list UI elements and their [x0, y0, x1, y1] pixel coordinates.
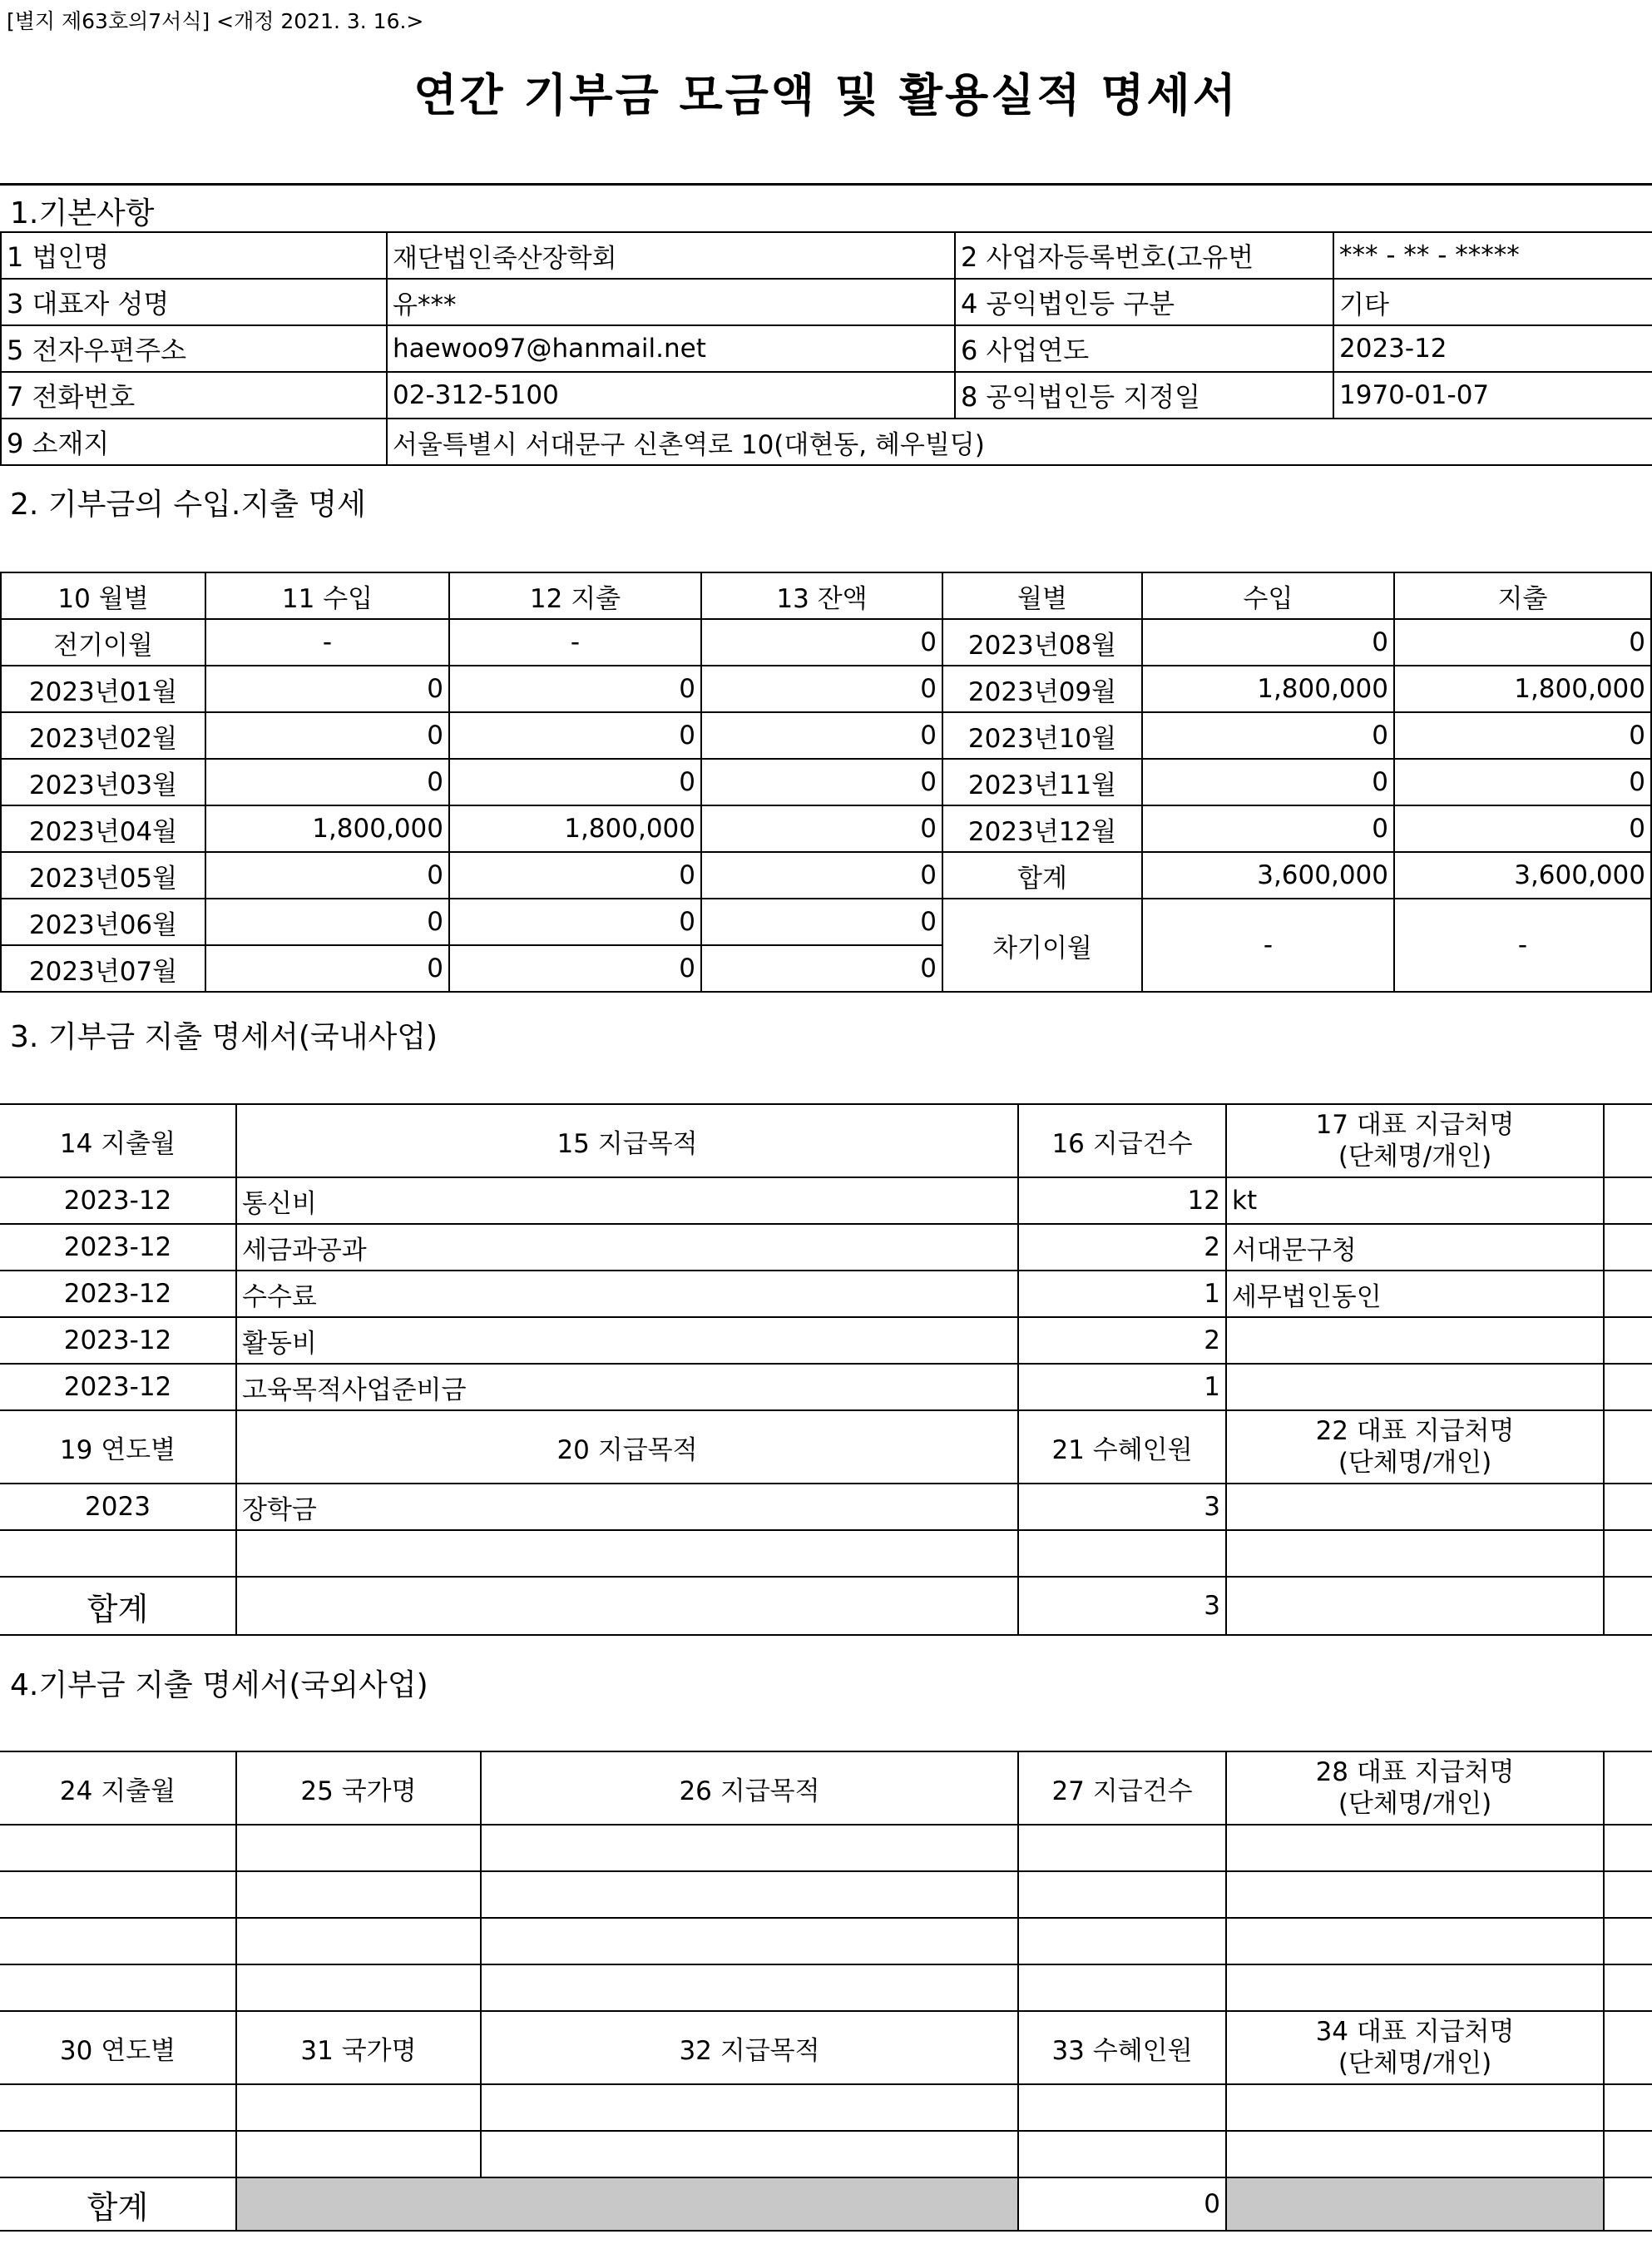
expense-total: 3,600,000	[1394, 852, 1651, 899]
expense-cell: 0	[449, 759, 701, 805]
expense-cell: 1,800,000	[449, 805, 701, 852]
income-cell: 0	[205, 712, 449, 759]
email-value: haewoo97@hanmail.net	[387, 325, 955, 372]
table-header-row	[1, 572, 1651, 619]
income-cell: 1,800,000	[1142, 666, 1394, 712]
purpose: 장학금	[236, 1484, 1018, 1530]
col-header-line2: (단체명/개인)	[1338, 1789, 1492, 1819]
col-header: 32 지급목적	[481, 2011, 1018, 2084]
col-header	[1226, 1104, 1604, 1177]
expense-cell: 0	[1394, 619, 1651, 666]
income-cell: 0	[1142, 712, 1394, 759]
carry-forward-label: 차기이월	[942, 899, 1142, 992]
table-row	[1, 666, 1651, 712]
spare-cell	[1604, 1577, 1652, 1635]
expense-cell: -	[449, 619, 701, 666]
total-row	[0, 1577, 1652, 1635]
spare-cell	[1604, 1271, 1652, 1317]
col-header: 11 수입	[205, 572, 449, 619]
month-cell: 2023년01월	[1, 666, 205, 712]
table-header-row	[0, 1104, 1652, 1177]
table-row	[0, 2131, 1652, 2177]
expense-cell: 0	[1394, 759, 1651, 805]
spare-cell	[1604, 1530, 1652, 1577]
table-row	[1, 325, 1652, 372]
corp-name-label: 1 법인명	[1, 232, 387, 279]
section1-title: 1.기본사항	[10, 196, 155, 230]
col-header: 지출	[1394, 572, 1651, 619]
table-row	[0, 1825, 1652, 1871]
col-header: 21 수혜인원	[1018, 1410, 1226, 1484]
page-title: 연간 기부금 모금액 및 활용실적 명세서	[413, 69, 1239, 121]
spare-cell	[1604, 1224, 1652, 1271]
col-header	[1226, 1751, 1604, 1825]
purpose: 세금과공과	[236, 1224, 1018, 1271]
phone-value: 02-312-5100	[387, 372, 955, 419]
year	[0, 1530, 236, 1577]
income-cell: 0	[1142, 619, 1394, 666]
biz-reg-label: 2 사업자등록번호(고유번	[955, 232, 1333, 279]
col-header: 31 국가명	[236, 2011, 481, 2084]
recipient: 세무법인동인	[1226, 1271, 1604, 1317]
table-row	[1, 232, 1652, 279]
spare-cell	[1604, 1364, 1652, 1410]
spare-cell	[1604, 1410, 1652, 1484]
rep-name-label: 3 대표자 성명	[1, 279, 387, 325]
expense-cell: 0	[449, 712, 701, 759]
col-header	[1226, 2011, 1604, 2084]
total-purpose	[236, 1577, 1018, 1635]
expense-cell: 0	[1394, 805, 1651, 852]
purpose: 통신비	[236, 1177, 1018, 1224]
col-header-line2: (단체명/개인)	[1338, 1448, 1492, 1478]
email-label: 5 전자우편주소	[1, 325, 387, 372]
month-cell: 2023년10월	[942, 712, 1142, 759]
col-header: 14 지출월	[0, 1104, 236, 1177]
table-row	[1, 805, 1651, 852]
month-cell: 2023년12월	[942, 805, 1142, 852]
col-header: 월별	[942, 572, 1142, 619]
spare-cell	[1604, 1317, 1652, 1364]
table-row	[0, 1484, 1652, 1530]
col-header: 30 연도별	[0, 2011, 236, 2084]
month-cell: 2023년04월	[1, 805, 205, 852]
balance-cell: 0	[701, 712, 942, 759]
month-cell: 전기이월	[1, 619, 205, 666]
expense-month: 2023-12	[0, 1177, 236, 1224]
designation-date-value: 1970-01-07	[1333, 372, 1652, 419]
col-header-line1: 34 대표 지급처명	[1315, 2017, 1515, 2047]
col-header: 25 국가명	[236, 1751, 481, 1825]
col-header: 16 지급건수	[1018, 1104, 1226, 1177]
spare-cell	[1604, 1104, 1652, 1177]
total-label: 합계	[0, 1577, 236, 1635]
col-header-line1: 17 대표 지급처명	[1315, 1110, 1515, 1140]
recipient	[1226, 1317, 1604, 1364]
expense-cell: 0	[449, 852, 701, 899]
balance-cell: 0	[701, 759, 942, 805]
year: 2023	[0, 1484, 236, 1530]
col-header: 24 지출월	[0, 1751, 236, 1825]
expense-month: 2023-12	[0, 1364, 236, 1410]
col-header: 27 지급건수	[1018, 1751, 1226, 1825]
expense-cell: 0	[449, 899, 701, 945]
month-cell: 2023년08월	[942, 619, 1142, 666]
section-divider	[0, 183, 1652, 186]
col-header: 10 월별	[1, 572, 205, 619]
expense-cell: 1,800,000	[1394, 666, 1651, 712]
basic-info-table	[0, 231, 1652, 466]
col-header-line2: (단체명/개인)	[1338, 1142, 1492, 1172]
beneficiaries	[1018, 1530, 1226, 1577]
table-row	[0, 1871, 1652, 1918]
month-cell: 2023년07월	[1, 945, 205, 992]
table-row	[1, 419, 1652, 465]
purpose: 수수료	[236, 1271, 1018, 1317]
designation-date-label: 8 공익법인등 지정일	[955, 372, 1333, 419]
spare-cell	[1604, 2011, 1652, 2084]
table-row	[0, 2084, 1652, 2131]
overseas-expense-table	[0, 1751, 1652, 2232]
total-shaded-cell	[1226, 2177, 1604, 2231]
income-cell: 0	[205, 945, 449, 992]
expense-month: 2023-12	[0, 1224, 236, 1271]
spare-cell	[1604, 1177, 1652, 1224]
balance-cell: 0	[701, 852, 942, 899]
recipient: kt	[1226, 1177, 1604, 1224]
table-row	[0, 1271, 1652, 1317]
fiscal-year-label: 6 사업연도	[955, 325, 1333, 372]
income-cell: 0	[1142, 805, 1394, 852]
col-header: 26 지급목적	[481, 1751, 1018, 1825]
carry-forward-expense: -	[1394, 899, 1651, 992]
table-header-row	[0, 1751, 1652, 1825]
balance-cell: 0	[701, 666, 942, 712]
month-cell: 2023년05월	[1, 852, 205, 899]
total-count: 0	[1018, 2177, 1226, 2231]
expense-cell: 0	[449, 945, 701, 992]
total-row	[0, 2177, 1652, 2231]
total-label: 합계	[0, 2177, 236, 2231]
table-row	[0, 1530, 1652, 1577]
purpose: 고육목적사업준비금	[236, 1364, 1018, 1410]
col-header	[1226, 1410, 1604, 1484]
section4-title: 4.기부금 지출 명세서(국외사업)	[10, 1668, 428, 1702]
corp-type-label: 4 공익법인등 구분	[955, 279, 1333, 325]
corp-name-value: 재단법인죽산장학회	[387, 232, 955, 279]
month-cell: 2023년06월	[1, 899, 205, 945]
table-row	[0, 1224, 1652, 1271]
count: 12	[1018, 1177, 1226, 1224]
section3-title: 3. 기부금 지출 명세서(국내사업)	[10, 1020, 438, 1054]
col-header-line2: (단체명/개인)	[1338, 2048, 1492, 2078]
count: 2	[1018, 1224, 1226, 1271]
income-cell: -	[205, 619, 449, 666]
col-header: 12 지출	[449, 572, 701, 619]
recipient	[1226, 1530, 1604, 1577]
expense-month: 2023-12	[0, 1271, 236, 1317]
table-row	[1, 619, 1651, 666]
income-cell: 0	[205, 759, 449, 805]
col-header: 33 수혜인원	[1018, 2011, 1226, 2084]
spare-cell	[1604, 2177, 1652, 2231]
biz-reg-value: *** - ** - *****	[1333, 232, 1652, 279]
col-header: 15 지급목적	[236, 1104, 1018, 1177]
beneficiaries: 3	[1018, 1484, 1226, 1530]
total-recipient	[1226, 1577, 1604, 1635]
table-row	[1, 899, 1651, 945]
fiscal-year-value: 2023-12	[1333, 325, 1652, 372]
address-value: 서울특별시 서대문구 신촌역로 10(대현동, 혜우빌딩)	[387, 419, 1652, 465]
carry-forward-income: -	[1142, 899, 1394, 992]
table-row	[0, 1364, 1652, 1410]
recipient	[1226, 1364, 1604, 1410]
expense-month: 2023-12	[0, 1317, 236, 1364]
spare-cell	[1604, 1751, 1652, 1825]
month-cell: 2023년03월	[1, 759, 205, 805]
income-cell: 0	[1142, 759, 1394, 805]
purpose: 활동비	[236, 1317, 1018, 1364]
income-total: 3,600,000	[1142, 852, 1394, 899]
purpose	[236, 1530, 1018, 1577]
total-label: 합계	[942, 852, 1142, 899]
col-header: 20 지급목적	[236, 1410, 1018, 1484]
table-header-row	[0, 1410, 1652, 1484]
table-row	[0, 1918, 1652, 1964]
count: 1	[1018, 1364, 1226, 1410]
table-row	[1, 712, 1651, 759]
form-number: [별지 제63호의7서식] <개정 2021. 3. 16.>	[7, 9, 424, 33]
balance-cell: 0	[701, 805, 942, 852]
table-row	[0, 1177, 1652, 1224]
income-cell: 0	[205, 899, 449, 945]
col-header: 수입	[1142, 572, 1394, 619]
col-header-line1: 22 대표 지급처명	[1315, 1416, 1515, 1446]
col-header-line1: 28 대표 지급처명	[1315, 1757, 1515, 1787]
expense-cell: 0	[449, 666, 701, 712]
income-cell: 0	[205, 852, 449, 899]
count: 1	[1018, 1271, 1226, 1317]
balance-cell: 0	[701, 619, 942, 666]
income-cell: 0	[205, 666, 449, 712]
rep-name-value: 유***	[387, 279, 955, 325]
col-header: 19 연도별	[0, 1410, 236, 1484]
table-row	[0, 1964, 1652, 2011]
table-row	[1, 759, 1651, 805]
recipient	[1226, 1484, 1604, 1530]
phone-label: 7 전화번호	[1, 372, 387, 419]
monthly-table	[0, 572, 1652, 993]
month-cell: 2023년11월	[942, 759, 1142, 805]
balance-cell: 0	[701, 945, 942, 992]
month-cell: 2023년02월	[1, 712, 205, 759]
count: 2	[1018, 1317, 1226, 1364]
total-shaded-cell	[236, 2177, 1018, 2231]
address-label: 9 소재지	[1, 419, 387, 465]
expense-cell: 0	[1394, 712, 1651, 759]
table-row	[1, 852, 1651, 899]
recipient: 서대문구청	[1226, 1224, 1604, 1271]
table-header-row	[0, 2011, 1652, 2084]
section2-title: 2. 기부금의 수입.지출 명세	[10, 488, 366, 522]
balance-cell: 0	[701, 899, 942, 945]
table-row	[0, 1317, 1652, 1364]
income-cell: 1,800,000	[205, 805, 449, 852]
col-header: 13 잔액	[701, 572, 942, 619]
domestic-expense-table	[0, 1103, 1652, 1636]
total-beneficiaries: 3	[1018, 1577, 1226, 1635]
corp-type-value: 기타	[1333, 279, 1652, 325]
table-row	[1, 372, 1652, 419]
month-cell: 2023년09월	[942, 666, 1142, 712]
spare-cell	[1604, 1484, 1652, 1530]
table-row	[1, 279, 1652, 325]
